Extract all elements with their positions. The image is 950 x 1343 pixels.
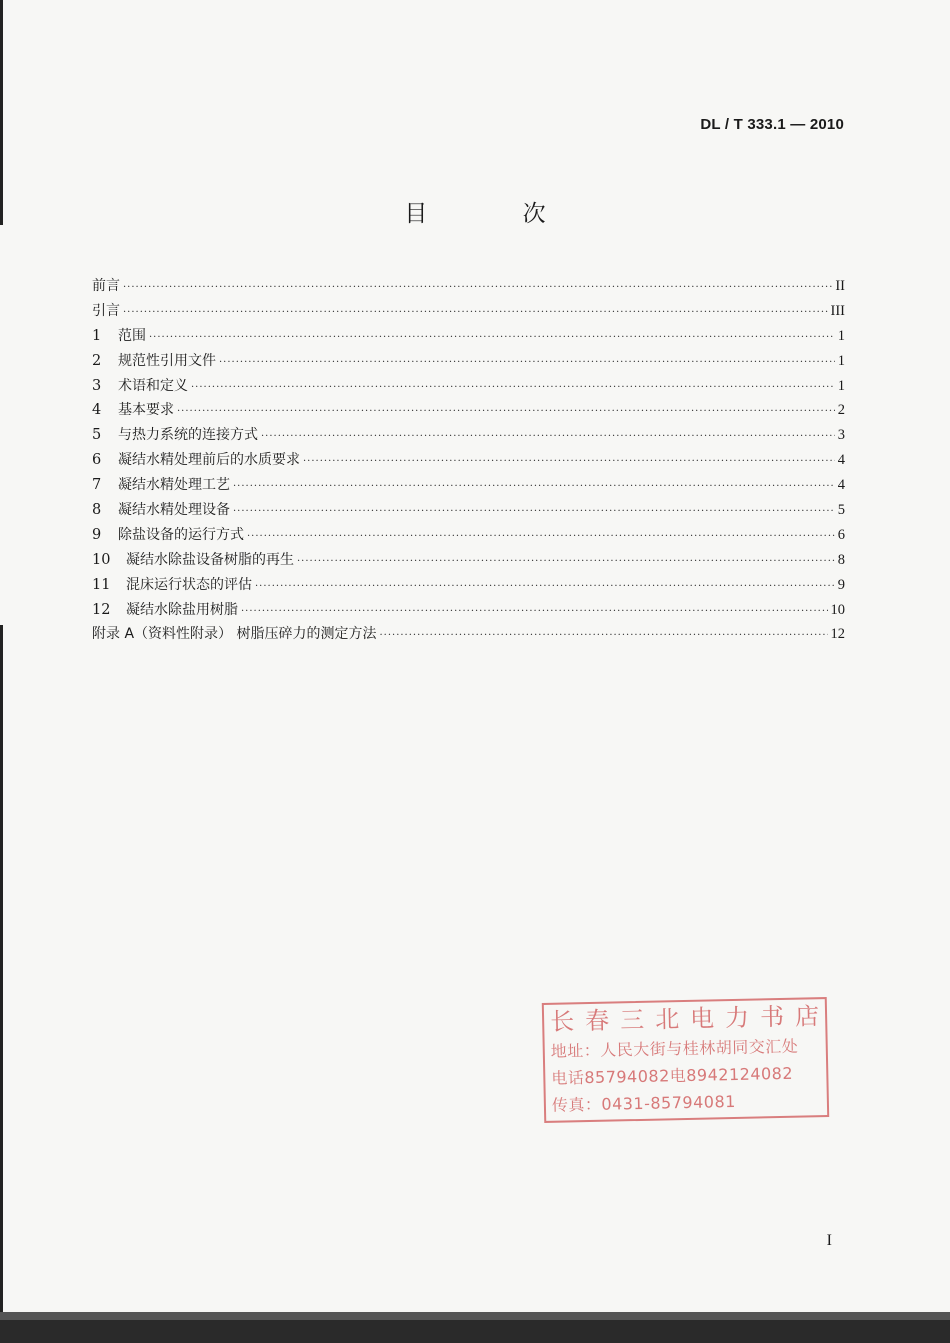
toc-entry-label: 凝结水精处理工艺 [118,477,230,494]
toc-entry-number: 2 [92,352,102,369]
toc-entry[interactable] [92,498,845,523]
toc-entry-page: 2 [837,402,845,419]
toc-entry-number: 1 [92,327,102,344]
toc-entry-page: 1 [837,327,845,344]
toc-entry[interactable] [92,349,845,374]
toc-entry[interactable] [92,374,845,399]
toc-entry[interactable] [92,448,845,473]
toc-entry-page: III [830,302,845,319]
table-of-contents [92,274,845,647]
toc-entry-label: 范围 [118,327,146,344]
toc-entry[interactable] [92,523,845,548]
toc-entry-number: 6 [92,452,102,469]
toc-entry[interactable] [92,473,845,498]
toc-leader-dots [149,326,835,351]
toc-entry[interactable] [92,548,845,573]
toc-entry-label: 凝结水精处理设备 [118,502,230,519]
toc-entry-label: 术语和定义 [118,377,188,394]
toc-entry-label: 混床运行状态的评估 [126,576,252,593]
page-title: 目 次 [404,201,590,227]
toc-leader-dots [297,550,835,575]
toc-entry-label: 附录 A（资料性附录） 树脂压碎力的测定方法 [92,626,377,643]
stamp-phone: 电话85794082电894212408​2 [551,1063,794,1088]
toc-entry[interactable] [92,622,845,647]
toc-leader-dots [261,425,835,450]
toc-entry-label: 规范性引用文件 [118,352,216,369]
toc-entry-number: 8 [92,502,102,519]
stamp-address: 地址：人民大街与桂林胡同交汇处 [550,1036,799,1061]
standard-code: DL / T 333.1 — 2010 [700,116,844,133]
toc-entry-page: 8 [837,551,845,568]
toc-entry-label: 与热力系统的连接方式 [118,427,258,444]
toc-leader-dots [123,276,832,301]
toc-leader-dots [303,450,835,475]
toc-entry-page: 6 [837,526,845,543]
toc-entry[interactable] [92,573,845,598]
toc-entry-page: 12 [830,626,845,643]
toc-entry-page: 1 [837,352,845,369]
toc-leader-dots [247,525,835,550]
toc-leader-dots [233,500,835,525]
toc-entry-page: 1 [837,377,845,394]
stamp-name: 长春三北电力书店 [549,1001,831,1036]
toc-leader-dots [177,400,835,425]
toc-entry[interactable] [92,598,845,623]
toc-entry-label: 引言 [92,302,120,319]
toc-entry-number: 11 [92,576,111,593]
toc-leader-dots [241,600,828,625]
toc-leader-dots [123,301,828,326]
toc-leader-dots [191,376,835,401]
toc-leader-dots [379,624,827,649]
toc-leader-dots [219,351,835,376]
toc-entry-page: 3 [837,427,845,444]
scan-edge-bottom-highlight [0,1312,950,1320]
toc-entry-number: 4 [92,402,102,419]
toc-entry-number: 3 [92,377,102,394]
toc-entry[interactable] [92,398,845,423]
toc-entry-number: 12 [92,601,111,618]
toc-entry-label: 基本要求 [118,402,174,419]
toc-entry-number: 7 [92,477,102,494]
bookstore-stamp [542,997,829,1123]
toc-entry-page: II [835,278,845,294]
toc-leader-dots [255,575,835,600]
toc-entry-page: 4 [837,477,845,494]
toc-entry[interactable] [92,274,845,299]
toc-entry-page: 9 [837,576,845,593]
toc-leader-dots [233,475,835,500]
page-number: I [826,1232,832,1249]
toc-entry-label: 凝结水精处理前后的水质要求 [118,452,300,469]
toc-entry-page: 5 [837,502,845,519]
toc-entry[interactable] [92,299,845,324]
toc-entry-number: 10 [92,551,111,568]
toc-entry[interactable] [92,423,845,448]
toc-entry-label: 除盐设备的运行方式 [118,526,244,543]
toc-entry-label: 凝结水除盐用树脂 [126,601,238,618]
toc-entry-page: 4 [837,452,845,469]
toc-entry-number: 5 [92,427,102,444]
toc-entry[interactable] [92,324,845,349]
scan-edge-gap [0,225,4,625]
toc-entry-page: 10 [830,601,845,618]
toc-entry-label: 前言 [92,278,120,294]
toc-entry-label: 凝结水除盐设备树脂的再生 [126,551,294,568]
toc-entry-number: 9 [92,526,102,543]
stamp-fax: 传真：0431-85794081 [551,1091,737,1115]
